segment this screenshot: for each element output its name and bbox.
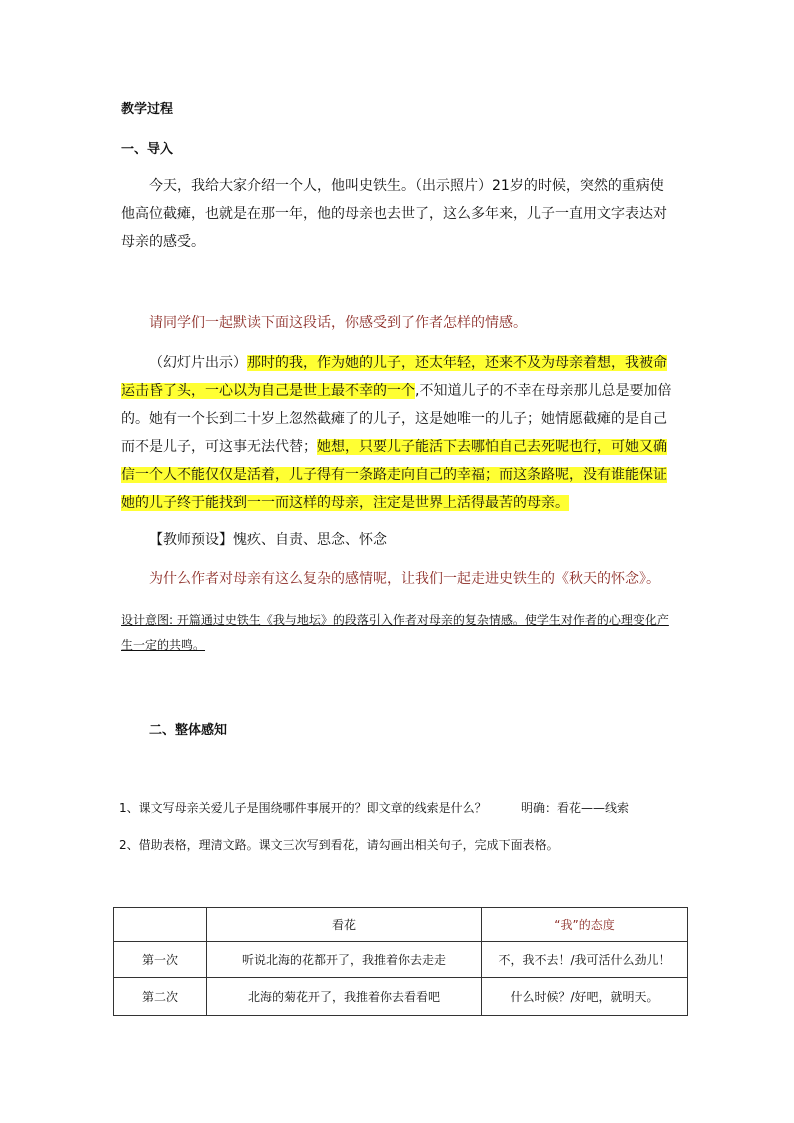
- table-cell: 听说北海的花都开了，我推着你去走走: [207, 942, 482, 978]
- quoted-passage: [121, 349, 676, 517]
- page-title: 教学过程: [121, 102, 174, 117]
- intro-paragraph: 今天，我给大家介绍一个人，他叫史铁生。（出示照片）21岁的时候，突然的重病使他高位截瘫，也就是在那一年，他的母亲也去世了，这么多年来，儿子一直用文字表达对母亲的感受。: [121, 178, 667, 250]
- reading-table: [113, 907, 688, 1016]
- question-1: 1、课文写母亲关爱儿子是围绕哪件事展开的？即文章的线索是什么？: [119, 801, 487, 815]
- passage-middle: ,不知道儿子的不幸在母亲那儿总是要加倍的。她有一个长到二十岁上忽然截瘫了的儿子，这是她唯一的儿子；她情愿截瘫的是自己而不是儿子，可这事无法代替；: [121, 383, 672, 455]
- highlighted-sentence-1: 那时的我，作为她的儿子，还太年轻，还来不及为母亲着想，我被命运击昏了头，一心以为自己是世上最不幸的一个: [121, 355, 667, 399]
- teacher-preset: 【教师预设】愧疚、自责、思念、怀念: [149, 532, 387, 548]
- reading-prompt: 请同学们一起默读下面这段话，你感受到了作者怎样的情感。: [149, 315, 527, 331]
- table-header-cell: 看花: [207, 908, 482, 942]
- section1-heading: 一、导入: [121, 142, 174, 157]
- table-cell: 什么时候？/好吧，就明天。: [482, 978, 688, 1016]
- table-row: [114, 978, 688, 1016]
- question-2: 2、借助表格，理清文路。课文三次写到看花，请勾画出相关句子，完成下面表格。: [119, 838, 559, 852]
- table-header-cell: [114, 908, 207, 942]
- table-row: [114, 942, 688, 978]
- table-cell: 北海的菊花开了，我推着你去看看吧: [207, 978, 482, 1016]
- highlighted-sentence-2: 她想，只要儿子能活下去哪怕自己去死呢也行，可她又确信一个人不能仅仅是活着，儿子得有一条路走向自己的幸福；而这条路呢，没有谁能保证她的儿子终于能找到一一而这样的母亲，注定是世界上活得最苦的母亲。: [121, 439, 667, 511]
- design-intent: 设计意图: 开篇通过史铁生《我与地坛》的段落引入作者对母亲的复杂情感。使学生对作者的心理变化产生一定的共鸣。: [121, 613, 669, 652]
- table-cell: 第二次: [114, 978, 207, 1016]
- slide-note: （幻灯片出示）: [149, 355, 247, 371]
- section2-heading: 二、整体感知: [149, 723, 228, 738]
- table-cell: 第一次: [114, 942, 207, 978]
- table-header-row: [114, 908, 688, 942]
- table-cell: 不，我不去！/我可活什么劲儿！: [482, 942, 688, 978]
- transition-question: 为什么作者对母亲有这么复杂的感情呢，让我们一起走进史铁生的《秋天的怀念》。: [149, 571, 660, 587]
- question-1-answer: 明确：看花——线索: [521, 801, 630, 815]
- table-header-cell: “我”的态度: [482, 908, 688, 942]
